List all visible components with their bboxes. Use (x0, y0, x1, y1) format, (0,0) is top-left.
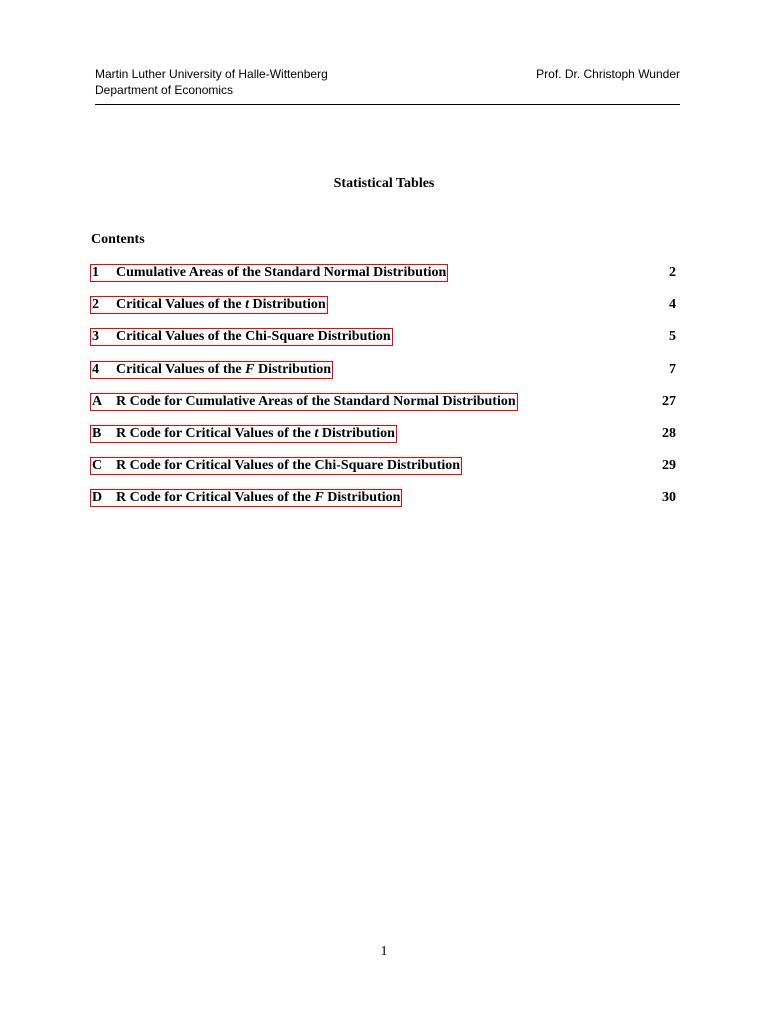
toc-title-suffix: Distribution (254, 361, 332, 377)
toc-number: C (92, 458, 103, 474)
toc-title: R Code for Critical Values of the (116, 425, 315, 441)
toc-page-number: 30 (662, 490, 676, 506)
toc-title: Critical Values of the (116, 361, 246, 377)
toc-page-number: 28 (662, 425, 676, 441)
toc-link-d[interactable] (90, 489, 402, 507)
toc-entry (90, 456, 678, 488)
page-number: 1 (380, 944, 388, 959)
toc-entry (90, 360, 678, 392)
toc-title-suffix: Distribution (323, 490, 401, 506)
toc-number: 4 (92, 361, 99, 377)
toc-title-suffix: Distribution (318, 425, 395, 441)
toc-variable: F (314, 490, 324, 506)
toc-entry (90, 392, 678, 424)
contents-heading: Contents (91, 232, 145, 247)
toc-number: B (92, 425, 102, 441)
header-author: Prof. Dr. Christoph Wunder (536, 67, 680, 81)
toc-page-number: 4 (669, 297, 676, 313)
document-title: Statistical Tables (333, 176, 435, 191)
table-of-contents (90, 263, 678, 521)
toc-page-number: 29 (662, 458, 676, 474)
toc-title: R Code for Critical Values of the Chi-Square Distribution (116, 458, 461, 474)
toc-title: R Code for Cumulative Areas of the Standard Normal Distribution (116, 393, 516, 409)
toc-link-4[interactable] (90, 361, 333, 379)
toc-title: Critical Values of the Chi-Square Distribution (116, 329, 391, 345)
toc-title: Critical Values of the (116, 297, 246, 313)
toc-variable: F (245, 361, 255, 377)
header-university: Martin Luther University of Halle-Wittenberg (95, 67, 328, 81)
toc-entry (90, 327, 678, 359)
toc-variable: t (314, 425, 319, 441)
toc-link-a[interactable] (90, 393, 518, 411)
toc-number: 2 (92, 297, 99, 313)
header-department: Department of Economics (95, 83, 234, 97)
toc-page-number: 27 (662, 393, 676, 409)
toc-entry (90, 424, 678, 456)
toc-entry (90, 295, 678, 327)
toc-number: 3 (92, 329, 99, 345)
toc-link-1[interactable] (90, 264, 448, 282)
toc-number: 1 (92, 265, 99, 280)
toc-link-3[interactable] (90, 328, 393, 346)
toc-number: D (92, 490, 103, 506)
toc-link-c[interactable] (90, 457, 462, 475)
toc-entry (90, 488, 678, 520)
toc-title: R Code for Critical Values of the (116, 490, 315, 506)
toc-title: Cumulative Areas of the Standard Normal Distribution (116, 265, 447, 280)
toc-title-suffix: Distribution (249, 297, 326, 313)
toc-page-number: 5 (669, 329, 676, 345)
header-institution (95, 66, 328, 98)
toc-link-2[interactable] (90, 296, 328, 314)
page-header (95, 66, 680, 105)
toc-page-number: 7 (669, 361, 676, 377)
toc-link-b[interactable] (90, 425, 397, 443)
toc-variable: t (245, 297, 249, 313)
toc-entry (90, 263, 678, 295)
toc-number: A (92, 393, 103, 409)
toc-page-number: 2 (669, 265, 676, 280)
